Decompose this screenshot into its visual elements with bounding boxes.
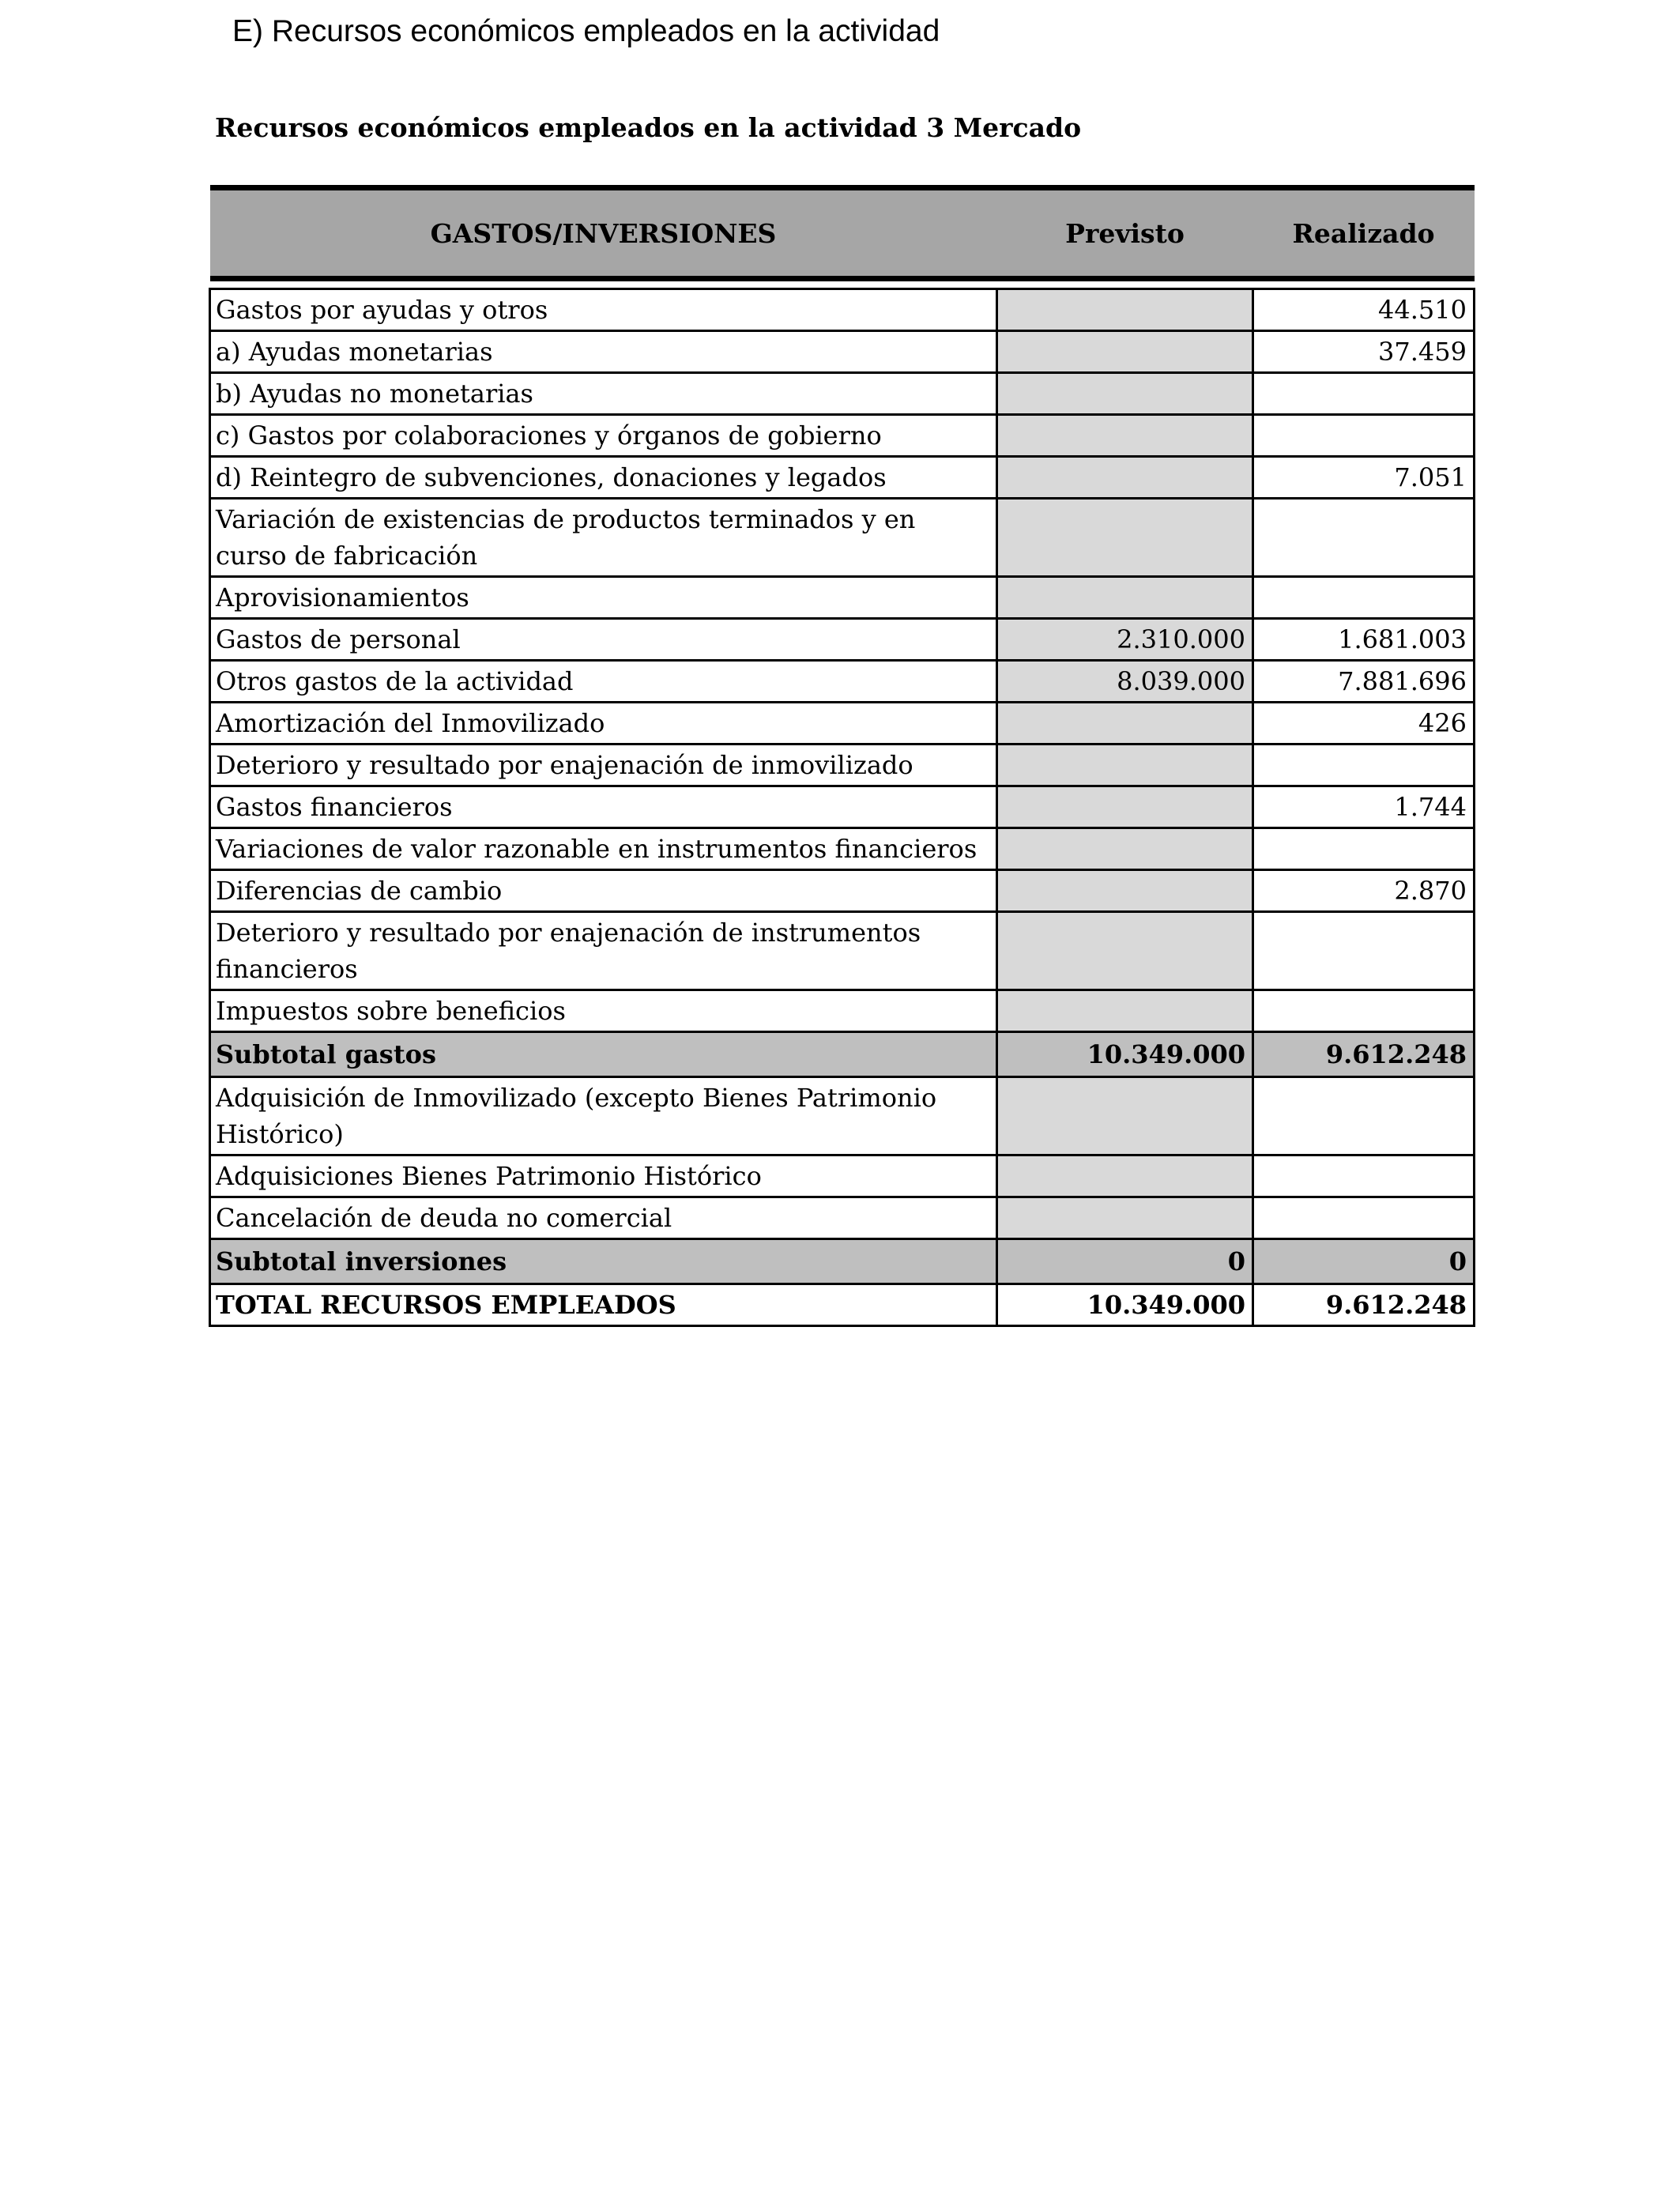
table-row: [210, 457, 1475, 499]
previsto-cell: [997, 828, 1253, 870]
table-header-row: [210, 188, 1475, 279]
row-label: d) Reintegro de subvenciones, donaciones y legados: [210, 457, 997, 499]
table-row: [210, 619, 1475, 661]
previsto-cell: 0: [997, 1239, 1253, 1284]
row-label: Deterioro y resultado por enajenación de inmovilizado: [210, 745, 997, 786]
previsto-cell: 10.349.000: [997, 1032, 1253, 1077]
subtotal-gastos-row: [210, 1032, 1475, 1077]
table-row: [210, 331, 1475, 373]
table-row: [210, 912, 1475, 990]
table-row: [210, 745, 1475, 786]
row-label: Subtotal inversiones: [210, 1239, 997, 1284]
table-row: [210, 703, 1475, 745]
realizado-cell: 1.681.003: [1253, 619, 1475, 661]
table-row: [210, 828, 1475, 870]
previsto-cell: [997, 786, 1253, 828]
realizado-cell: [1253, 499, 1475, 577]
row-label: Impuestos sobre beneficios: [210, 990, 997, 1032]
resources-table: [209, 185, 1475, 1327]
table-title: Recursos económicos empleados en la actividad 3 Mercado: [215, 112, 1082, 143]
realizado-cell: 2.870: [1253, 870, 1475, 912]
row-label: Amortización del Inmovilizado: [210, 703, 997, 745]
subtotal-inversiones-row: [210, 1239, 1475, 1284]
realizado-cell: [1253, 912, 1475, 990]
row-label: Cancelación de deuda no comercial: [210, 1197, 997, 1239]
realizado-cell: [1253, 1077, 1475, 1155]
previsto-cell: [997, 577, 1253, 619]
table-row: [210, 661, 1475, 703]
previsto-cell: 2.310.000: [997, 619, 1253, 661]
row-label: Deterioro y resultado por enajenación de instrumentos financieros: [210, 912, 997, 990]
realizado-cell: 7.881.696: [1253, 661, 1475, 703]
previsto-cell: [997, 870, 1253, 912]
row-label: Adquisición de Inmovilizado (excepto Bienes Patrimonio Histórico): [210, 1077, 997, 1155]
table-row: [210, 289, 1475, 331]
realizado-cell: [1253, 1197, 1475, 1239]
row-label: c) Gastos por colaboraciones y órganos de gobierno: [210, 415, 997, 457]
realizado-cell: [1253, 373, 1475, 415]
previsto-cell: [997, 745, 1253, 786]
realizado-cell: 9.612.248: [1253, 1032, 1475, 1077]
header-spacer: [210, 279, 1475, 289]
row-label: Adquisiciones Bienes Patrimonio Histórico: [210, 1155, 997, 1197]
previsto-cell: [997, 1155, 1253, 1197]
row-label: Variación de existencias de productos terminados y en curso de fabricación: [210, 499, 997, 577]
previsto-cell: [997, 1197, 1253, 1239]
previsto-cell: [997, 912, 1253, 990]
section-heading: E) Recursos económicos empleados en la actividad: [232, 14, 940, 48]
row-label: Gastos financieros: [210, 786, 997, 828]
realizado-cell: 0: [1253, 1239, 1475, 1284]
realizado-cell: 426: [1253, 703, 1475, 745]
total-row: [210, 1284, 1475, 1326]
realizado-cell: 37.459: [1253, 331, 1475, 373]
previsto-cell: [997, 415, 1253, 457]
previsto-cell: [997, 373, 1253, 415]
row-label: Otros gastos de la actividad: [210, 661, 997, 703]
realizado-cell: 44.510: [1253, 289, 1475, 331]
row-label: Aprovisionamientos: [210, 577, 997, 619]
row-label: TOTAL RECURSOS EMPLEADOS: [210, 1284, 997, 1326]
table-row: [210, 499, 1475, 577]
column-header-realizado: Realizado: [1253, 188, 1475, 279]
table-row: [210, 786, 1475, 828]
previsto-cell: [997, 703, 1253, 745]
realizado-cell: 9.612.248: [1253, 1284, 1475, 1326]
realizado-cell: [1253, 828, 1475, 870]
table-row: [210, 1197, 1475, 1239]
previsto-cell: [997, 457, 1253, 499]
row-label: Gastos por ayudas y otros: [210, 289, 997, 331]
realizado-cell: 7.051: [1253, 457, 1475, 499]
table-row: [210, 870, 1475, 912]
realizado-cell: [1253, 990, 1475, 1032]
previsto-cell: [997, 1077, 1253, 1155]
row-label: a) Ayudas monetarias: [210, 331, 997, 373]
realizado-cell: [1253, 415, 1475, 457]
realizado-cell: 1.744: [1253, 786, 1475, 828]
table-row: [210, 990, 1475, 1032]
realizado-cell: [1253, 1155, 1475, 1197]
column-header-previsto: Previsto: [997, 188, 1253, 279]
table-row: [210, 1077, 1475, 1155]
previsto-cell: [997, 499, 1253, 577]
row-label: Gastos de personal: [210, 619, 997, 661]
table-row: [210, 373, 1475, 415]
previsto-cell: [997, 331, 1253, 373]
row-label: b) Ayudas no monetarias: [210, 373, 997, 415]
previsto-cell: 8.039.000: [997, 661, 1253, 703]
previsto-cell: 10.349.000: [997, 1284, 1253, 1326]
table-row: [210, 415, 1475, 457]
previsto-cell: [997, 990, 1253, 1032]
realizado-cell: [1253, 577, 1475, 619]
column-header-concept: GASTOS/INVERSIONES: [210, 188, 997, 279]
row-label: Diferencias de cambio: [210, 870, 997, 912]
table-row: [210, 577, 1475, 619]
previsto-cell: [997, 289, 1253, 331]
realizado-cell: [1253, 745, 1475, 786]
row-label: Variaciones de valor razonable en instrumentos financieros: [210, 828, 997, 870]
row-label: Subtotal gastos: [210, 1032, 997, 1077]
table-row: [210, 1155, 1475, 1197]
